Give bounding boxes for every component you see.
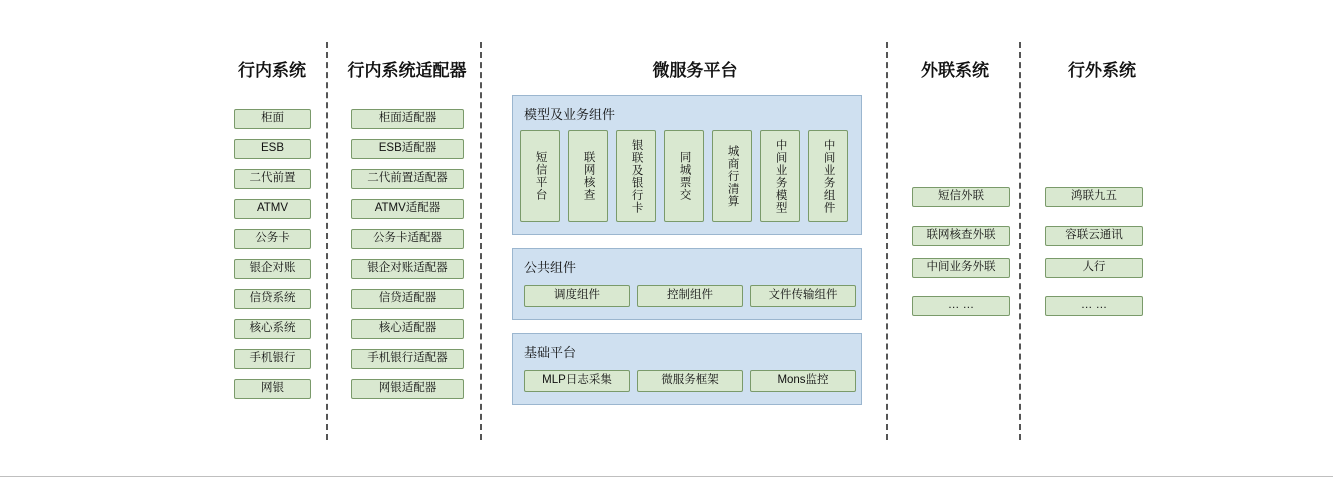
external-link-system-box[interactable]: … … (912, 296, 1010, 316)
external-link-system-box[interactable]: 中间业务外联 (912, 258, 1010, 278)
out-bank-system-box[interactable]: … … (1045, 296, 1143, 316)
column-title-microservice-platform: 微服务平台 (652, 61, 738, 80)
out-bank-system-box[interactable]: 鸿联九五 (1045, 187, 1143, 207)
in-bank-system-box[interactable]: 信贷系统 (234, 289, 311, 309)
in-bank-adapter-box[interactable]: 手机银行适配器 (351, 349, 464, 369)
in-bank-adapter-box[interactable]: 信贷适配器 (351, 289, 464, 309)
in-bank-adapter-box[interactable]: 银企对账适配器 (351, 259, 464, 279)
base-platform-box[interactable]: MLP日志采集 (524, 370, 630, 392)
out-bank-system-box[interactable]: 人行 (1045, 258, 1143, 278)
column-title-in-bank-adapters: 行内系统适配器 (347, 61, 467, 80)
in-bank-adapter-box[interactable]: 公务卡适配器 (351, 229, 464, 249)
model-business-section-label: 模型及业务组件 (524, 107, 616, 122)
bottom-divider (0, 476, 1333, 477)
public-components-section-label: 公共组件 (524, 260, 577, 275)
public-component-box[interactable]: 文件传输组件 (750, 285, 856, 307)
in-bank-system-box[interactable]: ATMV (234, 199, 311, 219)
in-bank-system-box[interactable]: 银企对账 (234, 259, 311, 279)
model-item-box[interactable]: 短信平台 (520, 130, 560, 222)
in-bank-system-box[interactable]: 公务卡 (234, 229, 311, 249)
in-bank-system-box[interactable]: 手机银行 (234, 349, 311, 369)
model-item-box[interactable]: 银联及银行卡 (616, 130, 656, 222)
column-title-in-bank-systems: 行内系统 (238, 61, 306, 80)
in-bank-system-box[interactable]: 柜面 (234, 109, 311, 129)
in-bank-adapter-box[interactable]: 柜面适配器 (351, 109, 464, 129)
external-link-system-box[interactable]: 短信外联 (912, 187, 1010, 207)
in-bank-adapter-box[interactable]: ATMV适配器 (351, 199, 464, 219)
divider-2 (480, 42, 482, 440)
public-component-box[interactable]: 调度组件 (524, 285, 630, 307)
model-item-box[interactable]: 联网核查 (568, 130, 608, 222)
column-title-external-link-systems: 外联系统 (921, 61, 989, 80)
in-bank-system-box[interactable]: 核心系统 (234, 319, 311, 339)
column-title-out-bank-systems: 行外系统 (1068, 61, 1136, 80)
in-bank-adapter-box[interactable]: 核心适配器 (351, 319, 464, 339)
base-platform-box[interactable]: 微服务框架 (637, 370, 743, 392)
external-link-system-box[interactable]: 联网核查外联 (912, 226, 1010, 246)
in-bank-system-box[interactable]: 网银 (234, 379, 311, 399)
divider-4 (1019, 42, 1021, 440)
in-bank-system-box[interactable]: ESB (234, 139, 311, 159)
in-bank-system-box[interactable]: 二代前置 (234, 169, 311, 189)
in-bank-adapter-box[interactable]: ESB适配器 (351, 139, 464, 159)
divider-3 (886, 42, 888, 440)
divider-1 (326, 42, 328, 440)
model-item-box[interactable]: 中间业务组件 (808, 130, 848, 222)
model-item-box[interactable]: 中间业务模型 (760, 130, 800, 222)
base-platform-section-label: 基础平台 (524, 345, 577, 360)
model-item-box[interactable]: 城商行清算 (712, 130, 752, 222)
in-bank-adapter-box[interactable]: 二代前置适配器 (351, 169, 464, 189)
in-bank-adapter-box[interactable]: 网银适配器 (351, 379, 464, 399)
base-platform-box[interactable]: Mons监控 (750, 370, 856, 392)
model-item-box[interactable]: 同城票交 (664, 130, 704, 222)
public-component-box[interactable]: 控制组件 (637, 285, 743, 307)
out-bank-system-box[interactable]: 容联云通讯 (1045, 226, 1143, 246)
